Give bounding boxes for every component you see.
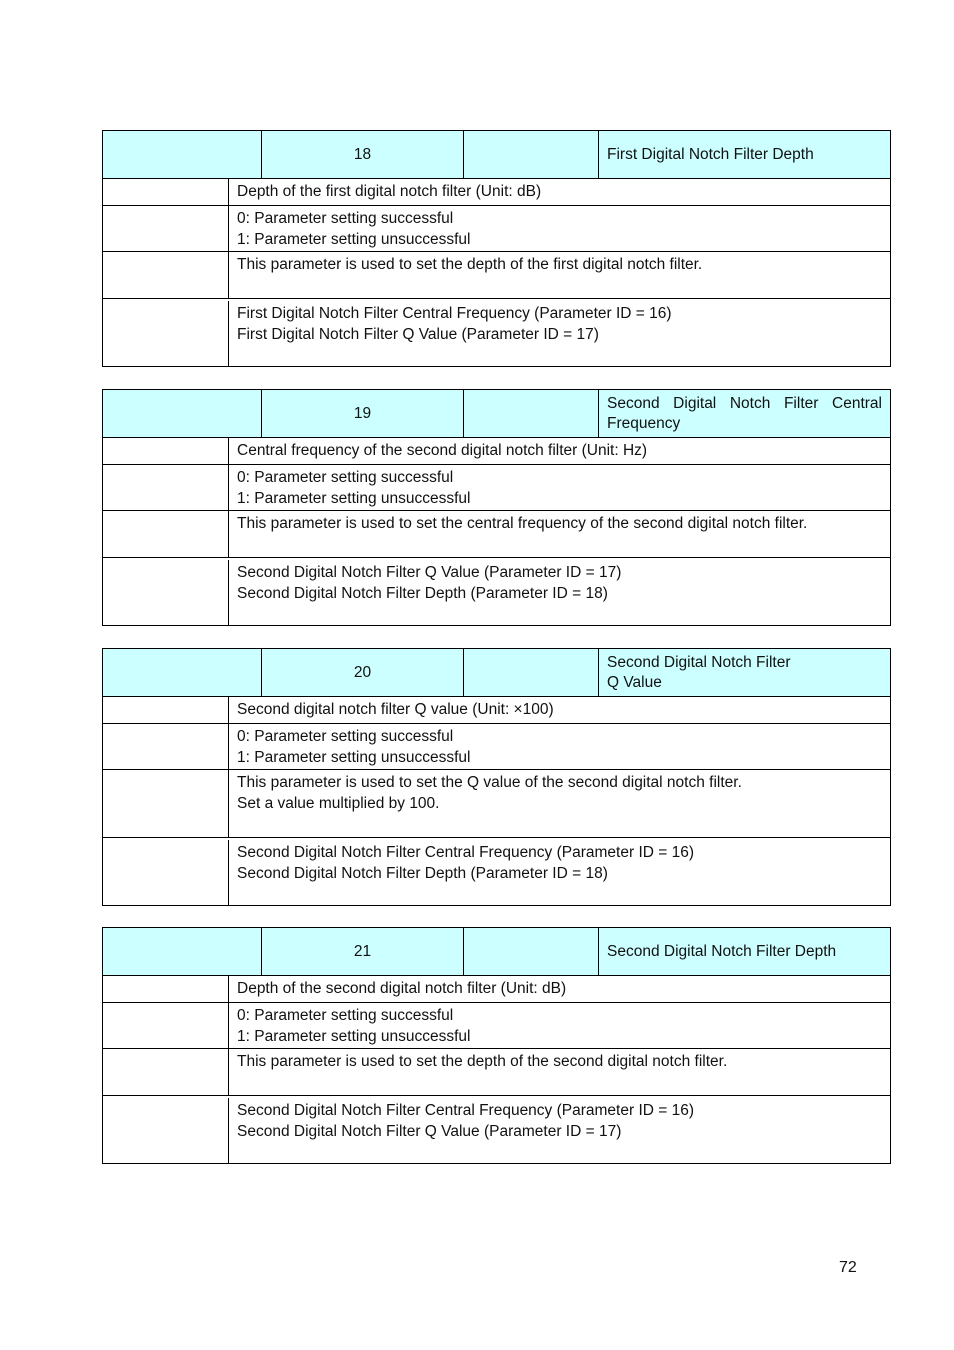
row-value-cell bbox=[229, 976, 890, 1002]
header-label-cell bbox=[464, 928, 599, 975]
row-label-cell bbox=[103, 511, 229, 557]
row-value-cell bbox=[229, 724, 890, 769]
table-row-description bbox=[103, 976, 890, 1003]
table-row-description bbox=[103, 697, 890, 724]
row-text: 0: Parameter setting successful bbox=[237, 210, 454, 227]
row-text: 1: Parameter setting unsuccessful bbox=[237, 748, 471, 766]
parameter-id-cell bbox=[262, 928, 464, 975]
row-value-cell bbox=[229, 511, 890, 557]
row-text: Second Digital Notch Filter Q Value (Parameter ID = 17) bbox=[237, 1122, 622, 1140]
parameter-name bbox=[607, 653, 791, 693]
table-header bbox=[103, 390, 890, 438]
row-text: Second Digital Notch Filter Central Frequency (Parameter ID = 16) bbox=[237, 1102, 695, 1119]
row-value-cell bbox=[229, 1003, 890, 1048]
table-row-return-value bbox=[103, 1003, 890, 1049]
table-row-return-value bbox=[103, 206, 890, 252]
row-value-cell bbox=[229, 1049, 890, 1095]
table-row-return-value bbox=[103, 724, 890, 770]
table-row-explanation bbox=[103, 252, 890, 299]
row-text: Second Digital Notch Filter Depth (Parameter ID = 18) bbox=[237, 584, 608, 602]
parameter-name: Second Digital Notch Filter Central Frequency bbox=[607, 394, 882, 432]
row-label-cell bbox=[103, 976, 229, 1002]
parameter-id-cell bbox=[262, 131, 464, 178]
header-label-cell bbox=[464, 390, 599, 437]
row-value-cell bbox=[229, 770, 890, 837]
row-value-cell bbox=[229, 1098, 890, 1163]
page-number: 72 bbox=[839, 1259, 857, 1276]
row-label-cell bbox=[103, 770, 229, 837]
row-label-cell bbox=[103, 560, 229, 625]
row-label-cell bbox=[103, 724, 229, 769]
row-label-cell bbox=[103, 206, 229, 251]
parameter-name-cell bbox=[599, 649, 890, 696]
header-label-cell bbox=[103, 928, 262, 975]
row-value-cell bbox=[229, 179, 890, 205]
header-label-cell bbox=[464, 649, 599, 696]
row-text: 1: Parameter setting unsuccessful bbox=[237, 230, 471, 248]
row-value-cell bbox=[229, 465, 890, 510]
table-row-description bbox=[103, 438, 890, 465]
table-row-related bbox=[103, 299, 890, 366]
row-label-cell bbox=[103, 1098, 229, 1163]
parameter-table-18 bbox=[102, 130, 891, 367]
table-row-explanation bbox=[103, 770, 890, 838]
table-row-related bbox=[103, 838, 890, 905]
parameter-name-cell bbox=[599, 390, 890, 437]
parameter-table-21 bbox=[102, 927, 891, 1164]
row-text: 0: Parameter setting successful bbox=[237, 728, 454, 745]
row-text: Second digital notch filter Q value (Unit: ×100) bbox=[237, 701, 554, 718]
row-text: First Digital Notch Filter Q Value (Parameter ID = 17) bbox=[237, 325, 599, 343]
table-row-explanation bbox=[103, 511, 890, 558]
table-row-description bbox=[103, 179, 890, 206]
row-label-cell bbox=[103, 438, 229, 464]
row-text: Second Digital Notch Filter Depth (Parameter ID = 18) bbox=[237, 864, 608, 882]
parameter-name-line: Q Value bbox=[607, 673, 662, 691]
table-row-explanation bbox=[103, 1049, 890, 1096]
parameter-id: 21 bbox=[353, 942, 372, 960]
table-header bbox=[103, 928, 890, 976]
row-label-cell bbox=[103, 301, 229, 366]
table-row-related bbox=[103, 558, 890, 625]
parameter-id-cell bbox=[262, 390, 464, 437]
row-value-cell bbox=[229, 560, 890, 625]
row-text: 0: Parameter setting successful bbox=[237, 469, 454, 486]
parameter-table-19 bbox=[102, 389, 891, 626]
row-value-cell bbox=[229, 697, 890, 723]
row-label-cell bbox=[103, 465, 229, 510]
row-label-cell bbox=[103, 179, 229, 205]
row-text: This parameter is used to set the depth of the first digital notch filter. bbox=[237, 256, 703, 273]
row-label-cell bbox=[103, 840, 229, 905]
table-header bbox=[103, 131, 890, 179]
header-label-cell bbox=[103, 390, 262, 437]
header-label-cell bbox=[103, 649, 262, 696]
row-label-cell bbox=[103, 252, 229, 298]
row-label-cell bbox=[103, 1049, 229, 1095]
row-text: Second Digital Notch Filter Q Value (Parameter ID = 17) bbox=[237, 564, 622, 581]
row-value-cell bbox=[229, 301, 890, 366]
parameter-id: 20 bbox=[353, 663, 372, 681]
row-text: This parameter is used to set the central frequency of the second digital notch filter. bbox=[237, 515, 808, 532]
header-label-cell bbox=[103, 131, 262, 178]
parameter-name-cell bbox=[599, 928, 890, 975]
row-text: This parameter is used to set the depth of the second digital notch filter. bbox=[237, 1053, 728, 1070]
parameter-name: Second Digital Notch Filter Depth bbox=[607, 942, 837, 960]
parameter-name: First Digital Notch Filter Depth bbox=[607, 145, 814, 163]
row-label-cell bbox=[103, 1003, 229, 1048]
row-label-cell bbox=[103, 697, 229, 723]
parameter-id: 18 bbox=[353, 145, 372, 163]
parameter-name-cell bbox=[599, 131, 890, 178]
row-value-cell bbox=[229, 252, 890, 298]
parameter-name-line: Second Digital Notch Filter bbox=[607, 653, 791, 671]
row-text: Central frequency of the second digital notch filter (Unit: Hz) bbox=[237, 442, 648, 459]
row-text: Depth of the first digital notch filter (Unit: dB) bbox=[237, 183, 542, 200]
row-value-cell bbox=[229, 840, 890, 905]
row-text: 1: Parameter setting unsuccessful bbox=[237, 1027, 471, 1045]
row-text: Depth of the second digital notch filter (Unit: dB) bbox=[237, 980, 567, 997]
parameter-table-20 bbox=[102, 648, 891, 906]
parameter-id-cell bbox=[262, 649, 464, 696]
table-row-return-value bbox=[103, 465, 890, 511]
row-text: 0: Parameter setting successful bbox=[237, 1007, 454, 1024]
row-text: Second Digital Notch Filter Central Frequency (Parameter ID = 16) bbox=[237, 844, 695, 861]
table-row-related bbox=[103, 1096, 890, 1163]
table-header bbox=[103, 649, 890, 697]
row-text: This parameter is used to set the Q value of the second digital notch filter. bbox=[237, 774, 742, 791]
row-text: 1: Parameter setting unsuccessful bbox=[237, 489, 471, 507]
header-label-cell bbox=[464, 131, 599, 178]
row-text: Set a value multiplied by 100. bbox=[237, 794, 440, 812]
row-value-cell bbox=[229, 438, 890, 464]
parameter-id: 19 bbox=[353, 404, 372, 422]
row-text: First Digital Notch Filter Central Frequency (Parameter ID = 16) bbox=[237, 305, 672, 322]
row-value-cell bbox=[229, 206, 890, 251]
